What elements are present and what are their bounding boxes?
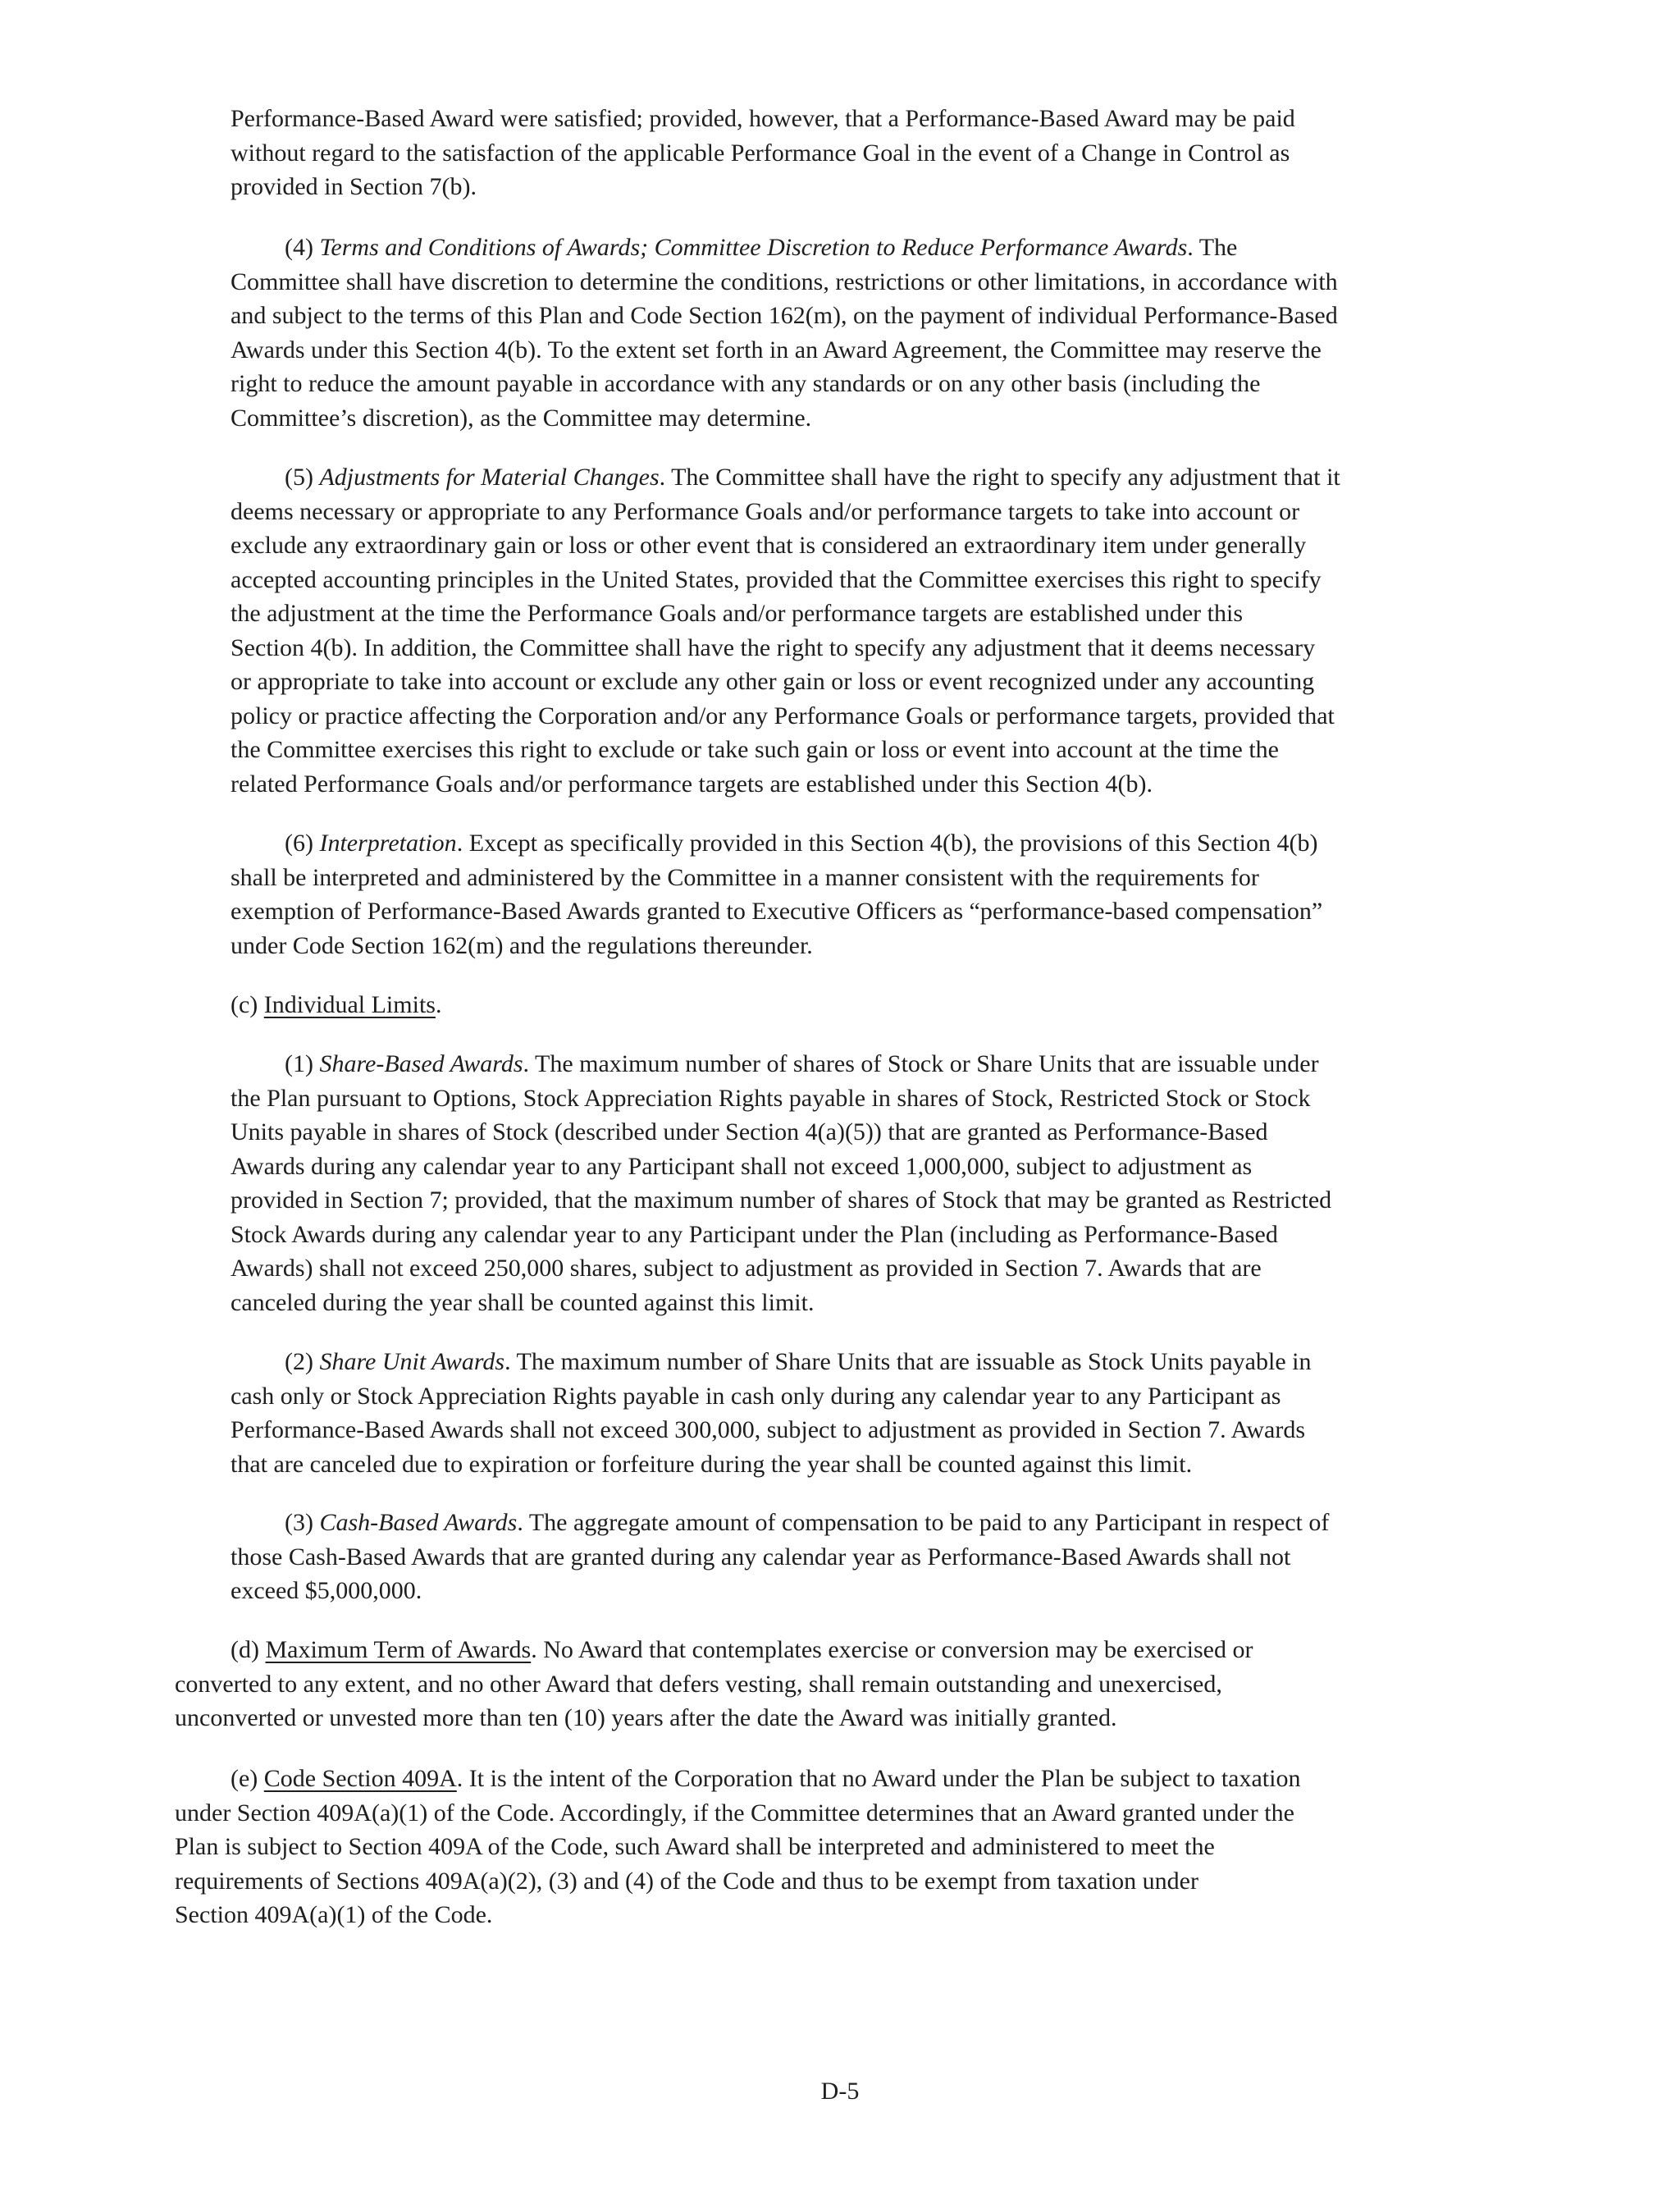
text-fragment: . No Award that contemplates exercise or conversion may be exercised or	[531, 1636, 1253, 1663]
text-line: the Committee exercises this right to exclude or take such gain or loss or event into account at the time the	[231, 736, 1279, 763]
text-fragment: . The maximum number of shares of Stock or Share Units that are issuable under	[523, 1050, 1319, 1077]
section-c-individual-limits	[231, 988, 441, 1022]
text-line: requirements of Sections 409A(a)(2), (3) and (4) of the Code and thus to be exempt from taxation under	[175, 1867, 1198, 1895]
item-number: (e)	[231, 1765, 264, 1792]
text-line	[285, 1345, 1312, 1379]
text-line: right to reduce the amount payable in accordance with any standards or on any other basis (including the	[231, 370, 1261, 397]
text-line: canceled during the year shall be counted against this limit.	[231, 1288, 815, 1316]
section-heading: Maximum Term of Awards	[265, 1636, 532, 1663]
text-line	[285, 1506, 1329, 1540]
section-e-code-section-409a	[175, 1762, 1300, 1932]
text-line: Committee’s discretion), as the Committee may determine.	[231, 404, 812, 432]
text-line	[285, 231, 1338, 265]
text-fragment: .	[435, 991, 442, 1018]
paragraph-c2-share-unit-awards	[231, 1345, 1312, 1481]
text-line: and subject to the terms of this Plan and Code Section 162(m), on the payment of individual Performance-Based	[231, 302, 1338, 329]
text-line	[285, 1047, 1331, 1081]
item-heading: Interpretation	[319, 830, 457, 857]
text-line: Performance-Based Award were satisfied; provided, however, that a Performance-Based Award may be paid	[231, 105, 1295, 132]
text-line: Stock Awards during any calendar year to any Participant under the Plan (including as Performance-Based	[231, 1220, 1278, 1248]
text-line: shall be interpreted and administered by the Committee in a manner consistent with the requirements for	[231, 863, 1259, 891]
paragraph-intro	[231, 102, 1295, 204]
item-number: (5)	[285, 464, 320, 491]
text-fragment: . The	[1187, 234, 1238, 261]
text-line: deems necessary or appropriate to any Performance Goals and/or performance targets to take into account or	[231, 497, 1300, 525]
text-line: those Cash-Based Awards that are granted during any calendar year as Performance-Based Awards shall not	[231, 1543, 1291, 1570]
section-heading: Code Section 409A	[263, 1765, 457, 1792]
paragraph-6-interpretation	[231, 826, 1322, 962]
text-line: or appropriate to take into account or exclude any other gain or loss or event recognized under any accounting	[231, 668, 1315, 695]
text-line: without regard to the satisfaction of the applicable Performance Goal in the event of a Change in Control as	[231, 139, 1290, 167]
item-number: (3)	[285, 1509, 320, 1536]
text-line: exclude any extraordinary gain or loss or other event that is considered an extraordinary item under generally	[231, 532, 1307, 559]
item-heading: Share Unit Awards	[319, 1348, 505, 1375]
item-number: (4)	[285, 234, 320, 261]
section-d-maximum-term	[175, 1633, 1253, 1735]
text-line: related Performance Goals and/or performance targets are established under this Section 4(b).	[231, 770, 1153, 798]
text-line	[231, 988, 441, 1022]
text-fragment: . Except as specifically provided in this Section 4(b), the provisions of this Section 4(b)	[456, 830, 1318, 857]
text-line: Awards during any calendar year to any Participant shall not exceed 1,000,000, subject to adjustment as	[231, 1152, 1253, 1180]
text-line: under Section 409A(a)(1) of the Code. Accordingly, if the Committee determines that an Award granted under the	[175, 1799, 1294, 1827]
item-heading: Cash-Based Awards	[319, 1509, 518, 1536]
page-number: D-5	[820, 2078, 860, 2105]
text-line: the Plan pursuant to Options, Stock Appreciation Rights payable in shares of Stock, Restricted Stock or Stock	[231, 1084, 1311, 1112]
text-line: provided in Section 7(b).	[231, 173, 477, 200]
text-line: Awards) shall not exceed 250,000 shares, subject to adjustment as provided in Section 7. Awards that are	[231, 1255, 1262, 1282]
text-line: unconverted or unvested more than ten (10) years after the date the Award was initially granted.	[175, 1704, 1117, 1731]
item-heading: Share-Based Awards	[319, 1050, 523, 1077]
text-line: Awards under this Section 4(b). To the extent set forth in an Award Agreement, the Committee may reserve the	[231, 336, 1322, 363]
text-line	[285, 826, 1322, 861]
item-heading: Terms and Conditions of Awards; Committee Discretion to Reduce Performance Awards	[319, 234, 1188, 261]
item-number: (1)	[285, 1050, 320, 1077]
text-line: accepted accounting principles in the United States, provided that the Committee exercises this right to specify	[231, 565, 1322, 593]
text-fragment: . It is the intent of the Corporation that no Award under the Plan be subject to taxation	[456, 1765, 1301, 1792]
text-line: converted to any extent, and no other Award that defers vesting, shall remain outstanding and unexercised,	[175, 1670, 1222, 1698]
text-line: policy or practice affecting the Corporation and/or any Performance Goals or performance targets, provided that	[231, 702, 1335, 729]
section-heading: Individual Limits	[263, 991, 436, 1018]
text-line: exemption of Performance-Based Awards granted to Executive Officers as “performance-based compensation”	[231, 898, 1323, 925]
text-line: that are canceled due to expiration or forfeiture during the year shall be counted against this limit.	[231, 1450, 1193, 1478]
paragraph-c1-share-based-awards	[231, 1047, 1331, 1319]
text-fragment: . The Committee shall have the right to specify any adjustment that it	[659, 464, 1340, 491]
item-number: (6)	[285, 830, 320, 857]
text-line: Units payable in shares of Stock (described under Section 4(a)(5)) that are granted as Performance-Based	[231, 1118, 1268, 1145]
paragraph-c3-cash-based-awards	[231, 1506, 1329, 1608]
text-line: cash only or Stock Appreciation Rights payable in cash only during any calendar year to any Participant as	[231, 1382, 1281, 1410]
text-line: Committee shall have discretion to determine the conditions, restrictions or other limitations, in accordance with	[231, 267, 1338, 295]
text-fragment: . The maximum number of Share Units that are issuable as Stock Units payable in	[504, 1348, 1312, 1375]
text-line: Performance-Based Awards shall not exceed 300,000, subject to adjustment as provided in Section 7. Awards	[231, 1416, 1306, 1443]
text-line: Section 4(b). In addition, the Committee shall have the right to specify any adjustment that it deems necessary	[231, 633, 1316, 661]
text-line	[231, 1633, 1253, 1667]
paragraph-5-adjustments	[231, 460, 1340, 801]
text-line: provided in Section 7; provided, that the maximum number of shares of Stock that may be granted as Restricted	[231, 1186, 1332, 1214]
text-line	[285, 460, 1340, 495]
item-number: (c)	[231, 991, 264, 1018]
item-heading: Adjustments for Material Changes	[319, 464, 660, 491]
text-line: under Code Section 162(m) and the regulations thereunder.	[231, 931, 813, 959]
text-line	[231, 1762, 1300, 1796]
item-number: (2)	[285, 1348, 320, 1375]
text-line: Section 409A(a)(1) of the Code.	[175, 1901, 493, 1928]
text-line: the adjustment at the time the Performance Goals and/or performance targets are established under this	[231, 600, 1244, 627]
paragraph-4-terms-and-conditions	[231, 231, 1338, 435]
text-fragment: . The aggregate amount of compensation to be paid to any Participant in respect of	[517, 1509, 1330, 1536]
item-number: (d)	[231, 1636, 266, 1663]
text-line: Plan is subject to Section 409A of the Code, such Award shall be interpreted and administered to meet the	[175, 1833, 1215, 1860]
text-line: exceed $5,000,000.	[231, 1577, 422, 1604]
